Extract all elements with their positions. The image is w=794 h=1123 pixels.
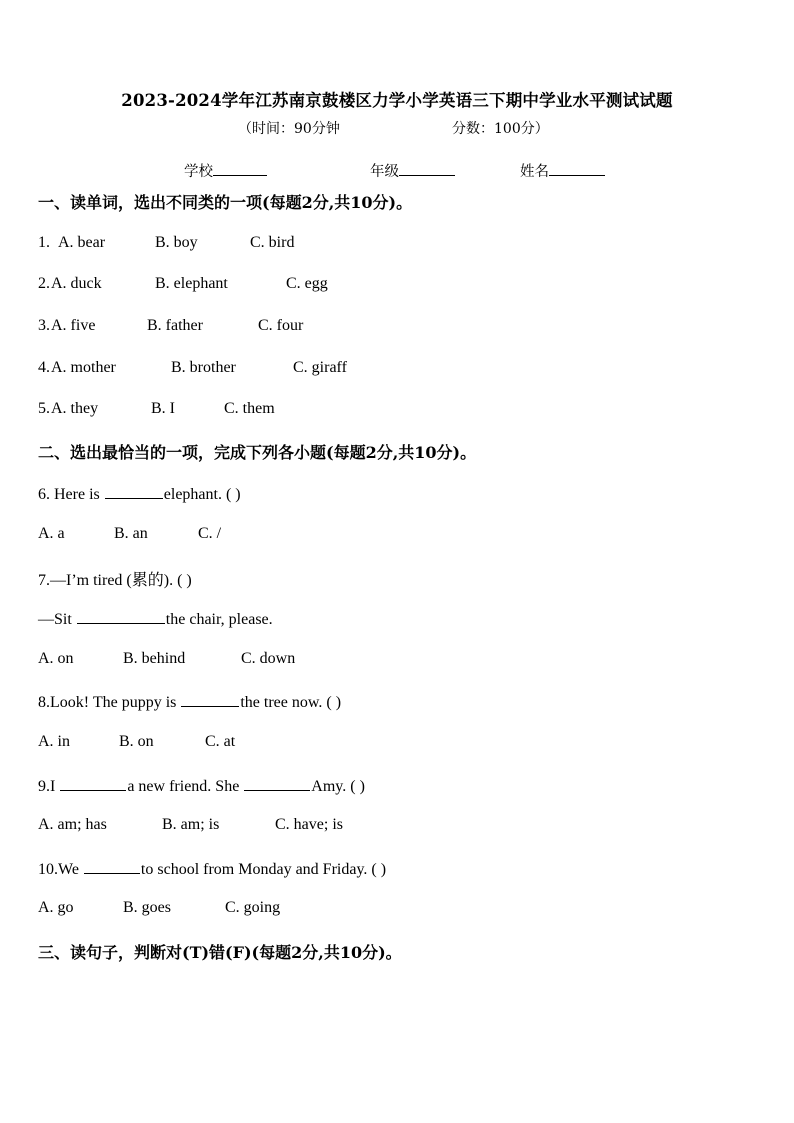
- option-b: B. brother: [171, 359, 236, 376]
- question-9: [38, 775, 365, 796]
- option-c: C. four: [258, 317, 304, 334]
- option-c: C. have; is: [275, 816, 343, 833]
- option-a: A. bear: [58, 234, 106, 251]
- question-7-reply: [38, 608, 273, 629]
- option-b: B. behind: [123, 650, 186, 667]
- question-text: Amy. ( ): [311, 778, 365, 795]
- time-info: （时间：90分钟: [238, 121, 340, 137]
- option-a: A. go: [38, 899, 74, 916]
- option-b: B. father: [147, 317, 203, 334]
- page-title: 2023-2024学年江苏南京鼓楼区力学小学英语三下期中学业水平测试试题: [121, 91, 673, 110]
- section-1-heading: 一、读单词，选出不同类的一项(每题2分,共10分)。: [38, 193, 413, 212]
- option-a: A. five: [51, 317, 96, 334]
- option-b: B. goes: [123, 899, 171, 916]
- question-number: 5.: [38, 400, 50, 417]
- grade-blank: [399, 161, 455, 176]
- grade-field: [370, 160, 455, 181]
- question-10: [38, 858, 386, 879]
- section-2-heading: 二、选出最恰当的一项，完成下列各小题(每题2分,共10分)。: [38, 443, 477, 462]
- option-c: C. egg: [286, 275, 328, 292]
- question-number: 3.: [38, 317, 50, 334]
- answer-blank: [84, 858, 140, 874]
- question-text: 8.Look! The puppy is: [38, 694, 181, 711]
- option-c: C. /: [198, 525, 222, 542]
- answer-blank: [77, 608, 165, 624]
- option-a: A. on: [38, 650, 74, 667]
- option-a: A. duck: [51, 275, 102, 292]
- option-a: A. am; has: [38, 816, 107, 833]
- question-7: 7.—I’m tired (累的). ( ): [38, 572, 192, 589]
- name-label: 姓名: [520, 164, 549, 180]
- option-b: B. elephant: [155, 275, 228, 292]
- name-field: [520, 160, 605, 181]
- question-text: elephant. ( ): [163, 486, 241, 503]
- question-text: to school from Monday and Friday. ( ): [140, 861, 387, 878]
- question-text: 10.We: [38, 861, 83, 878]
- option-c: C. them: [224, 400, 275, 417]
- question-1: [38, 234, 295, 252]
- school-label: 学校: [184, 164, 213, 180]
- question-text: —Sit: [38, 611, 76, 628]
- option-c: C. giraff: [293, 359, 347, 376]
- answer-blank: [181, 691, 239, 707]
- option-b: B. on: [119, 733, 154, 750]
- question-2: [38, 275, 328, 293]
- option-b: B. I: [151, 400, 175, 417]
- grade-label: 年级: [370, 164, 399, 180]
- name-blank: [549, 161, 605, 176]
- question-number: 1.: [38, 234, 50, 251]
- option-a: A. mother: [51, 359, 116, 376]
- option-c: C. at: [205, 733, 236, 750]
- question-4: [38, 359, 347, 377]
- option-b: B. am; is: [162, 816, 220, 833]
- option-a: A. they: [51, 400, 99, 417]
- option-c: C. bird: [250, 234, 295, 251]
- score-info: 分数：100分）: [452, 121, 549, 137]
- question-text: the chair, please.: [165, 611, 273, 628]
- option-c: C. down: [241, 650, 296, 667]
- option-c: C. going: [225, 899, 281, 916]
- school-field: [184, 160, 267, 181]
- answer-blank: [244, 775, 310, 791]
- question-text: the tree now. ( ): [240, 694, 342, 711]
- question-6: [38, 483, 241, 504]
- option-a: A. a: [38, 525, 65, 542]
- question-5: [38, 400, 275, 418]
- question-3: [38, 317, 304, 335]
- answer-blank: [60, 775, 126, 791]
- option-b: B. boy: [155, 234, 198, 251]
- question-number: 4.: [38, 359, 50, 376]
- question-number: 2.: [38, 275, 50, 292]
- option-b: B. an: [114, 525, 148, 542]
- option-a: A. in: [38, 733, 70, 750]
- section-3-heading: 三、读句子，判断对(T)错(F)(每题2分,共10分)。: [38, 943, 402, 962]
- question-text: a new friend. She: [127, 778, 244, 795]
- school-blank: [213, 161, 267, 176]
- question-text: 9.I: [38, 778, 60, 795]
- question-8: [38, 691, 341, 712]
- question-text: 6. Here is: [38, 486, 104, 503]
- answer-blank: [105, 483, 163, 499]
